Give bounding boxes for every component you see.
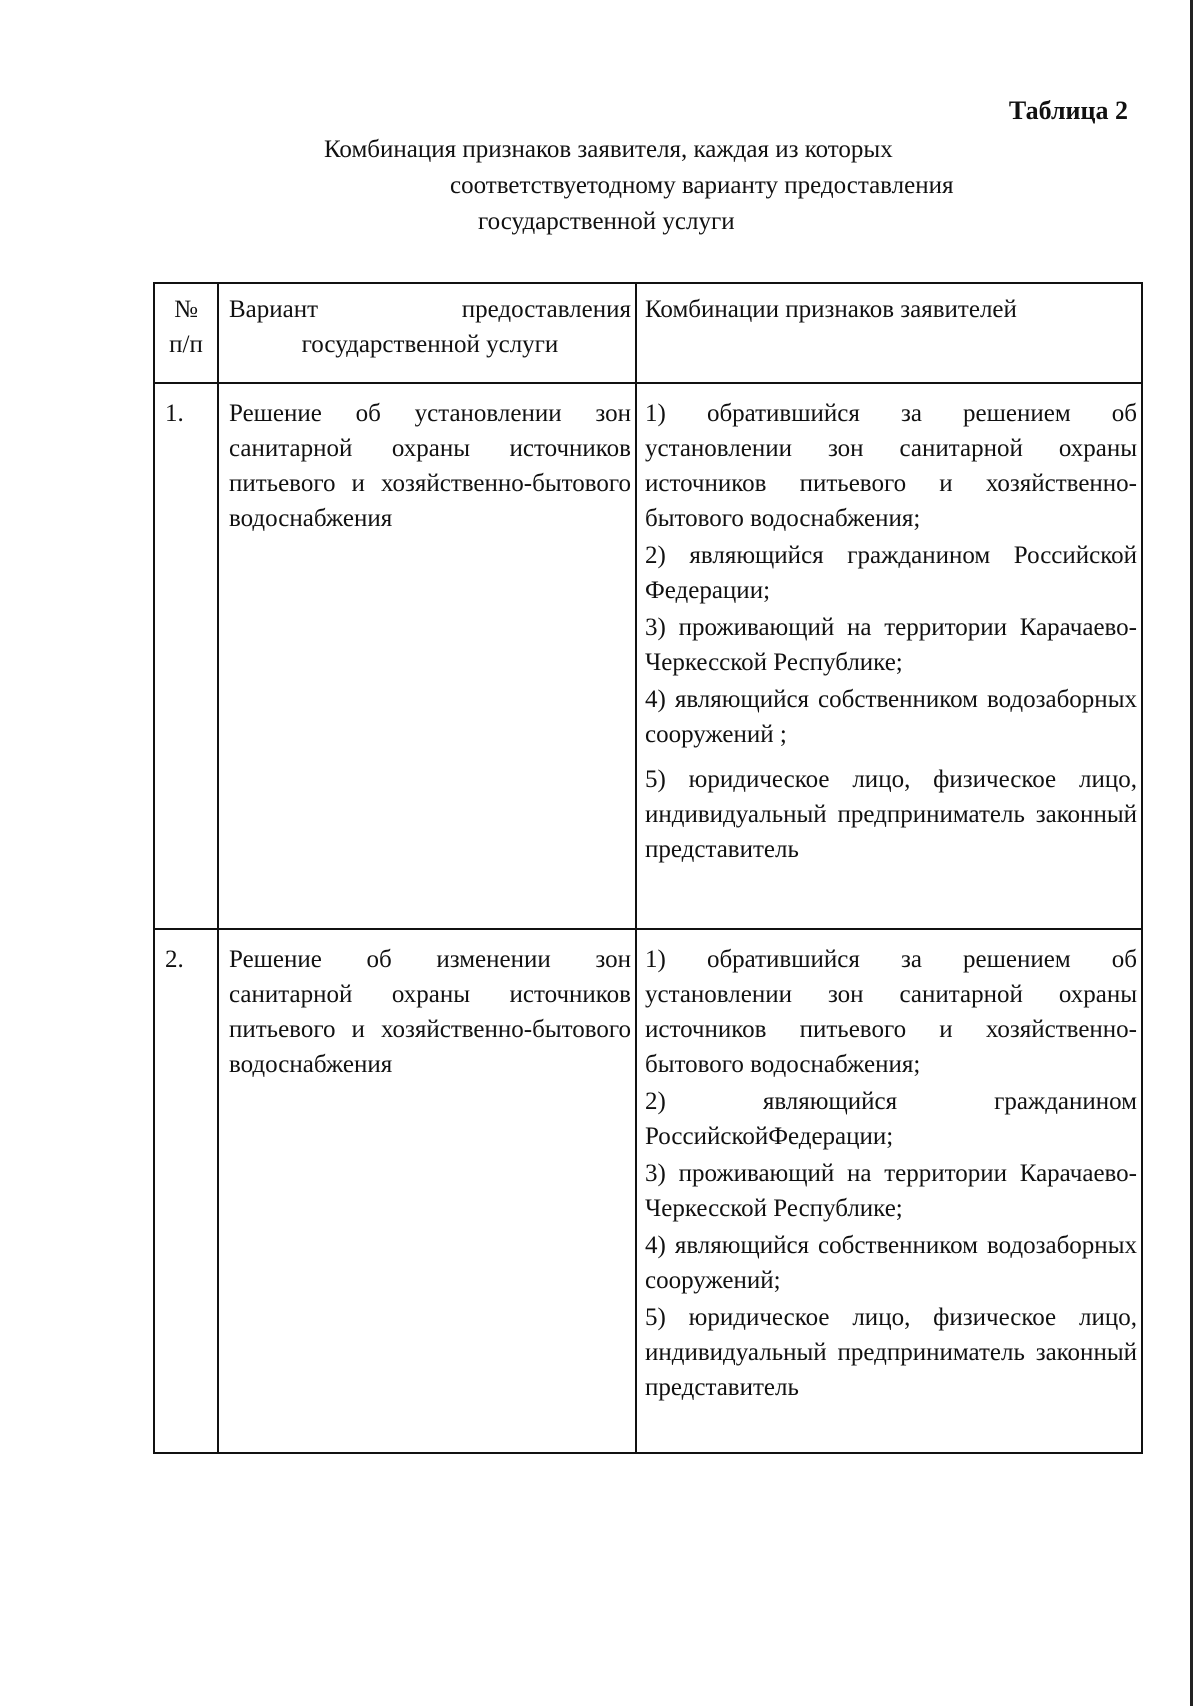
row-combinations	[636, 383, 1142, 929]
combination-item: 1) обратившийся за решением об установлении зон санитарной охраны источников питьевого и хозяйственно-бытового водоснабжения;	[645, 946, 1137, 1078]
row-number: 1.	[154, 383, 218, 929]
table-caption-line-3: государственной услуги	[478, 208, 735, 235]
header-number	[154, 283, 218, 383]
table-row	[154, 383, 1142, 929]
header-number-sign: №	[174, 296, 198, 323]
table-header-row	[154, 283, 1142, 383]
combination-item: 5) юридическое лицо, физическое лицо, индивидуальный предприниматель законный представитель	[645, 766, 1137, 863]
table-caption-line-2: соответствуетодному варианту предоставления	[450, 172, 954, 199]
combination-item: 5) юридическое лицо, физическое лицо, индивидуальный предприниматель законный представитель	[645, 1304, 1137, 1401]
header-variant	[218, 283, 636, 383]
header-variant-line-2: государственной услуги	[301, 331, 559, 358]
combination-item: 2) являющийся гражданином РоссийскойФедерации;	[645, 1088, 1137, 1150]
combination-item: 1) обратившийся за решением об установлении зон санитарной охраны источников питьевого и хозяйственно-бытового водоснабжения;	[645, 400, 1137, 532]
header-combinations: Комбинации признаков заявителей	[636, 283, 1142, 383]
table-row	[154, 929, 1142, 1453]
combination-item: 3) проживающий на территории Карачаево-Черкесской Республике;	[645, 1160, 1137, 1222]
table-caption-line-1: Комбинация признаков заявителя, каждая из которых	[324, 136, 893, 163]
header-variant-word-2: предоставления	[461, 296, 631, 323]
header-variant-word-1: Вариант	[229, 296, 319, 323]
row-combinations	[636, 929, 1142, 1453]
combination-item: 2) являющийся гражданином Российской Федерации;	[645, 542, 1137, 604]
table-label: Таблица 2	[1008, 96, 1128, 125]
service-variants-table	[153, 282, 1143, 1454]
page-edge	[1190, 0, 1193, 1706]
combination-item: 4) являющийся собственником водозаборных сооружений;	[645, 1232, 1137, 1294]
row-variant: Решение об изменении зон санитарной охраны источников питьевого и хозяйственно-бытового водоснабжения	[218, 929, 636, 1453]
header-number-abbrev: п/п	[169, 331, 203, 358]
row-number: 2.	[154, 929, 218, 1453]
combination-item: 3) проживающий на территории Карачаево-Черкесской Республике;	[645, 614, 1137, 676]
combination-item: 4) являющийся собственником водозаборных сооружений ;	[645, 686, 1137, 748]
row-variant: Решение об установлении зон санитарной охраны источников питьевого и хозяйственно-бытового водоснабжения	[218, 383, 636, 929]
